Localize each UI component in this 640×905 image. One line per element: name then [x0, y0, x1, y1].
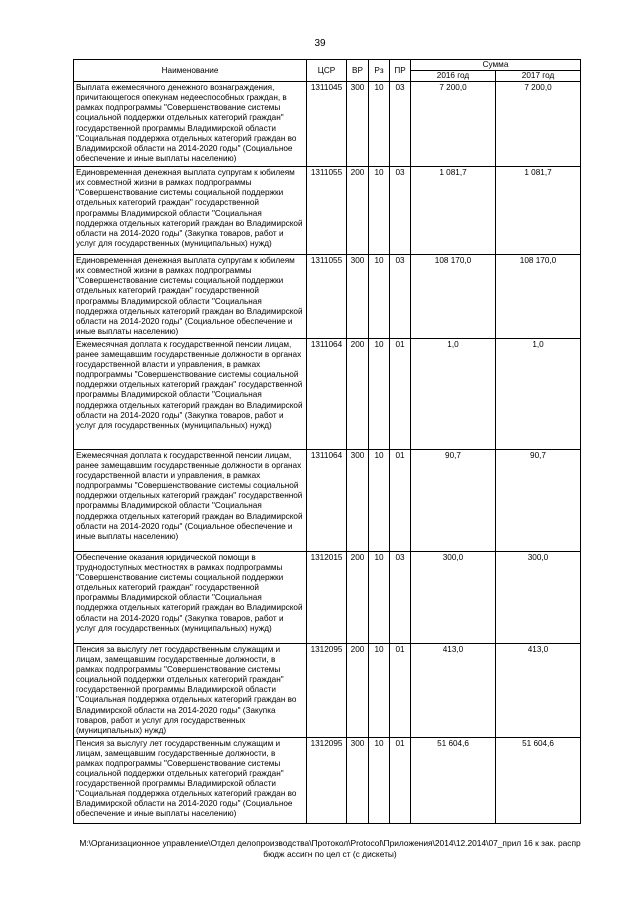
- header-year-2017: 2017 год: [496, 71, 581, 82]
- row-sum-2016: 7 200,0: [411, 82, 496, 167]
- table-row: [74, 255, 581, 339]
- row-pr: 01: [390, 449, 411, 551]
- row-sum-2017: 413,0: [496, 643, 581, 737]
- table-row: [74, 449, 581, 551]
- row-csr: 1311045: [307, 82, 347, 167]
- row-rz: 10: [369, 737, 390, 823]
- header-sum: Сумма: [411, 60, 581, 71]
- row-sum-2016: 108 170,0: [411, 255, 496, 339]
- table-row: [74, 737, 581, 823]
- header-rz: Рз: [369, 60, 390, 82]
- row-sum-2016: 90,7: [411, 449, 496, 551]
- row-sum-2016: 413,0: [411, 643, 496, 737]
- row-pr: 01: [390, 338, 411, 449]
- row-vr: 300: [347, 255, 369, 339]
- row-rz: 10: [369, 449, 390, 551]
- row-name: Пенсия за выслугу лет государственным служащим и лицам, замещавшим государственные должности, в рамках подпрограммы "Совершенствование системы социальной поддержки отдельных категорий граждан" государственной программы Владимирской области "Социальная поддержка отдельных категорий граждан во Владимирской области на 2014-2020 годы" (Социальное обеспечение и иные выплаты населению): [74, 737, 307, 823]
- row-sum-2016: 51 604,6: [411, 737, 496, 823]
- row-pr: 03: [390, 167, 411, 255]
- table-row: [74, 551, 581, 643]
- row-vr: 300: [347, 82, 369, 167]
- row-csr: 1312015: [307, 551, 347, 643]
- row-sum-2017: 108 170,0: [496, 255, 581, 339]
- row-sum-2017: 1 081,7: [496, 167, 581, 255]
- row-sum-2017: 7 200,0: [496, 82, 581, 167]
- row-vr: 200: [347, 551, 369, 643]
- row-sum-2017: 300,0: [496, 551, 581, 643]
- table-header: [74, 60, 581, 82]
- row-name: Ежемесячная доплата к государственной пенсии лицам, ранее замещавшим государственные должности в органах государственной власти и управления, в рамках подпрограммы "Совершенствование системы социальной поддержки отдельных категорий граждан" государственной программы Владимирской области "Социальная поддержка отдельных категорий граждан во Владимирской области на 2014-2020 годы" (Социальное обеспечение и иные выплаты населению): [74, 449, 307, 551]
- row-csr: 1311055: [307, 255, 347, 339]
- page-number: 39: [314, 38, 326, 49]
- row-rz: 10: [369, 82, 390, 167]
- header-pr: ПР: [390, 60, 411, 82]
- row-csr: 1312095: [307, 737, 347, 823]
- row-csr: 1311055: [307, 167, 347, 255]
- table-row: [74, 82, 581, 167]
- header-name: Наименование: [74, 60, 307, 82]
- row-sum-2016: 1 081,7: [411, 167, 496, 255]
- row-vr: 300: [347, 449, 369, 551]
- file-path-footer: [60, 838, 600, 860]
- row-name: Единовременная денежная выплата супругам к юбилеям их совместной жизни в рамках подпрограммы "Совершенствование системы социальной поддержки отдельных категорий граждан" государственной программы Владимирской области "Социальная поддержка отдельных категорий граждан во Владимирской области на 2014-2020 годы" (Закупка товаров, работ и услуг для государственных (муниципальных) нужд): [74, 167, 307, 255]
- row-rz: 10: [369, 643, 390, 737]
- row-sum-2017: 51 604,6: [496, 737, 581, 823]
- row-rz: 10: [369, 255, 390, 339]
- row-csr: 1312095: [307, 643, 347, 737]
- row-pr: 03: [390, 82, 411, 167]
- row-name: Выплата ежемесячного денежного вознаграждения, причитающегося опекунам недееспособных граждан, в рамках подпрограммы "Совершенствование системы социальной поддержки отдельных категорий граждан" государственной программы Владимирской области "Социальная поддержка отдельных категорий граждан во Владимирской области на 2014-2020 годы" (Социальное обеспечение и иные выплаты населению): [74, 82, 307, 167]
- row-name: Единовременная денежная выплата супругам к юбилеям их совместной жизни в рамках подпрограммы "Совершенствование системы социальной поддержки отдельных категорий граждан" государственной программы Владимирской области "Социальная поддержка отдельных категорий граждан во Владимирской области на 2014-2020 годы" (Социальное обеспечение и иные выплаты населению): [74, 255, 307, 339]
- header-csr: ЦСР: [307, 60, 347, 82]
- row-sum-2017: 1,0: [496, 338, 581, 449]
- header-year-2016: 2016 год: [411, 71, 496, 82]
- row-pr: 01: [390, 643, 411, 737]
- table-row: [74, 643, 581, 737]
- header-vr: ВР: [347, 60, 369, 82]
- row-sum-2016: 1,0: [411, 338, 496, 449]
- row-name: Пенсия за выслугу лет государственным служащим и лицам, замещавшим государственные должности, в рамках подпрограммы "Совершенствование системы социальной поддержки отдельных категорий граждан" государственной программы Владимирской области "Социальная поддержка отдельных категорий граждан во Владимирской области на 2014-2020 годы" (Закупка товаров, работ и услуг для государственных (муниципальных) нужд): [74, 643, 307, 737]
- row-vr: 300: [347, 737, 369, 823]
- row-name: Обеспечение оказания юридической помощи в труднодоступных местностях в рамках подпрограммы "Совершенствование системы социальной поддержки отдельных категорий граждан" государственной программы Владимирской области "Социальная поддержка отдельных категорий граждан во Владимирской области на 2014-2020 годы" (Закупка товаров, работ и услуг для государственных (муниципальных) нужд): [74, 551, 307, 643]
- row-csr: 1311064: [307, 338, 347, 449]
- table-row: [74, 338, 581, 449]
- budget-table: [73, 59, 581, 824]
- row-pr: 01: [390, 737, 411, 823]
- row-name: Ежемесячная доплата к государственной пенсии лицам, ранее замещавшим государственные должности в органах государственной власти и управления, в рамках подпрограммы "Совершенствование системы социальной поддержки отдельных категорий граждан" государственной программы Владимирской области "Социальная поддержка отдельных категорий граждан во Владимирской области на 2014-2020 годы" (Закупка товаров, работ и услуг для государственных (муниципальных) нужд): [74, 338, 307, 449]
- row-pr: 03: [390, 551, 411, 643]
- row-rz: 10: [369, 551, 390, 643]
- row-vr: 200: [347, 167, 369, 255]
- row-vr: 200: [347, 643, 369, 737]
- row-sum-2016: 300,0: [411, 551, 496, 643]
- row-vr: 200: [347, 338, 369, 449]
- row-rz: 10: [369, 167, 390, 255]
- footer-path-line-2: бюдж ассигн по цел ст (с дискеты): [263, 849, 397, 859]
- table-row: [74, 167, 581, 255]
- row-csr: 1311064: [307, 449, 347, 551]
- footer-path-line: М:\Организационное управление\Отдел делопроизводства\Протокол\Protocol\Приложения\2014\12.2014\07_прил 16 к зак. распр: [79, 838, 581, 848]
- row-sum-2017: 90,7: [496, 449, 581, 551]
- row-rz: 10: [369, 338, 390, 449]
- row-pr: 03: [390, 255, 411, 339]
